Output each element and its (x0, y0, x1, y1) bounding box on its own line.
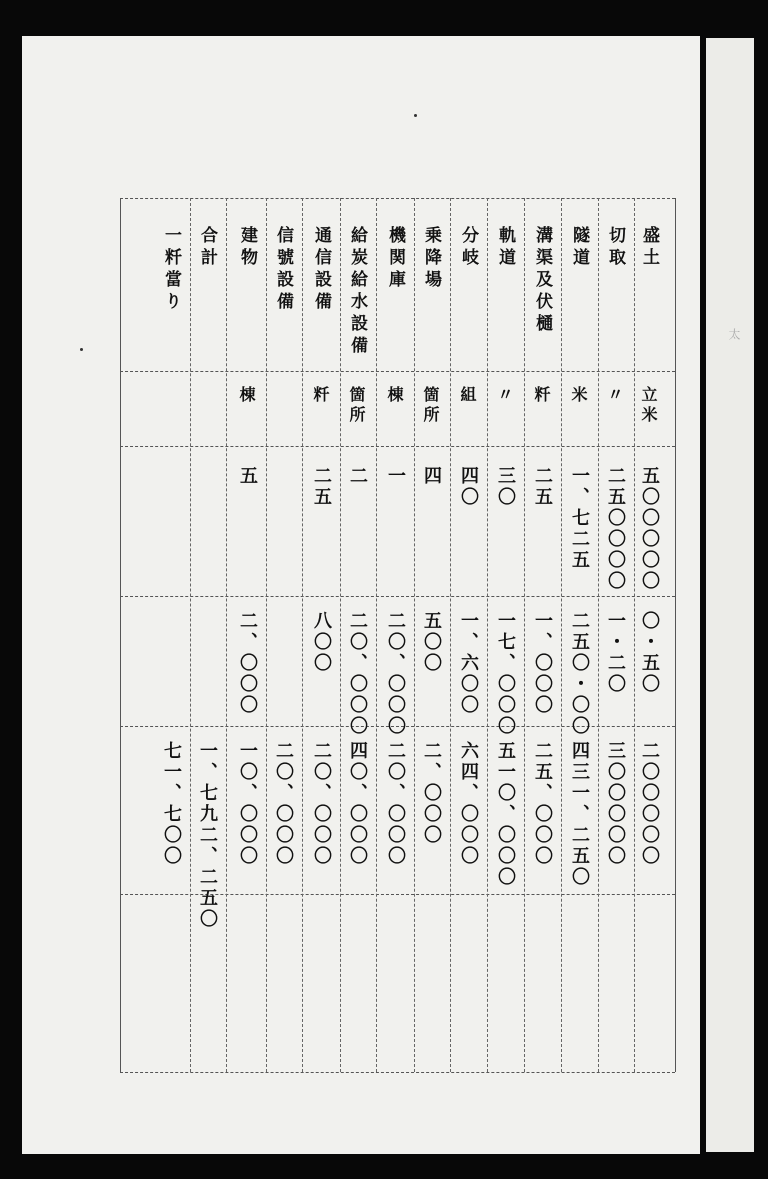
row-item: 機関庫 (385, 226, 405, 292)
row-unit: 米 (569, 386, 588, 406)
row-item: 合計 (197, 226, 217, 270)
row-unit: 箇所 (347, 386, 366, 426)
row-qty: 四〇 (458, 466, 479, 508)
row-qty: 二五〇〇〇〇 (605, 466, 626, 592)
row-qty: 四 (421, 466, 442, 487)
row-item: 給炭給水設備 (347, 226, 367, 358)
row-item: 軌道 (495, 226, 515, 270)
row-divider (414, 198, 415, 1072)
row-unit-price: 五〇〇 (421, 611, 442, 674)
row-divider (266, 198, 267, 1072)
row-unit-price: 一、〇〇〇 (532, 611, 553, 716)
row-unit: 〃 (495, 386, 514, 406)
row-qty: 二五 (532, 466, 553, 508)
qty-column-rule (120, 446, 675, 447)
row-unit-price: 二、〇〇〇 (237, 611, 258, 716)
row-item: 乗降場 (421, 226, 441, 292)
row-unit-price: 二〇、〇〇〇 (347, 611, 368, 737)
row-unit-price: 二五〇・〇〇 (569, 611, 590, 737)
row-qty: 五 (237, 466, 258, 487)
row-divider (340, 198, 341, 1072)
row-amount: 二、〇〇〇 (421, 741, 442, 846)
row-unit: 箇所 (421, 386, 440, 426)
row-item: 盛土 (639, 226, 659, 270)
row-divider (302, 198, 303, 1072)
row-unit-price: 八〇〇 (311, 611, 332, 674)
row-unit: 立米 (639, 386, 658, 426)
row-divider (487, 198, 488, 1072)
ink-speck-2 (80, 348, 83, 351)
row-divider (450, 198, 451, 1072)
table-top-rule (120, 198, 675, 199)
row-qty: 二五 (311, 466, 332, 508)
row-unit-price: 一七、〇〇〇 (495, 611, 516, 737)
row-amount: 二〇、〇〇〇 (311, 741, 332, 867)
row-unit: 〃 (605, 386, 624, 406)
row-divider (561, 198, 562, 1072)
row-unit-price: 二〇、〇〇〇 (385, 611, 406, 737)
price-column-rule (120, 596, 675, 597)
row-item: 溝渠及伏樋 (532, 226, 552, 336)
row-qty: 一 (385, 466, 406, 487)
row-divider (598, 198, 599, 1072)
row-qty: 三〇 (495, 466, 516, 508)
row-item: 切取 (605, 226, 625, 270)
row-amount: 二〇〇〇〇〇 (639, 741, 660, 867)
row-divider (524, 198, 525, 1072)
row-amount: 二〇、〇〇〇 (385, 741, 406, 867)
adjacent-page-strip (706, 38, 754, 1152)
row-divider (190, 198, 191, 1072)
row-unit-price: 〇・五〇 (639, 611, 660, 695)
row-unit: 組 (458, 386, 477, 406)
row-amount: 三〇〇〇〇〇 (605, 741, 626, 867)
table-bottom-rule (120, 1072, 675, 1073)
row-unit-price: 一、六〇〇 (458, 611, 479, 716)
row-amount: 二五、〇〇〇 (532, 741, 553, 867)
row-item: 建物 (237, 226, 257, 270)
table-left-rule (120, 198, 121, 1072)
row-item: 隧道 (569, 226, 589, 270)
row-amount: 五一〇、〇〇〇 (495, 741, 516, 888)
row-amount: 六四、〇〇〇 (458, 741, 479, 867)
row-unit: 粁 (311, 386, 330, 406)
row-item: 通信設備 (311, 226, 331, 314)
row-divider (634, 198, 635, 1072)
row-amount: 七一、七〇〇 (161, 741, 182, 867)
row-unit: 棟 (385, 386, 404, 406)
row-amount: 四〇、〇〇〇 (347, 741, 368, 867)
table-right-rule (675, 198, 676, 1072)
row-amount: 四三一、二五〇 (569, 741, 590, 888)
row-item: 一粁當り (161, 226, 181, 314)
row-divider (226, 198, 227, 1072)
adjacent-page-mark: 太 (727, 328, 741, 340)
row-amount: 一、七九二、二五〇 (197, 741, 218, 930)
row-unit: 粁 (532, 386, 551, 406)
row-qty: 二 (347, 466, 368, 487)
row-amount: 一〇、〇〇〇 (237, 741, 258, 867)
row-divider (376, 198, 377, 1072)
document-page (22, 36, 700, 1154)
unit-column-rule (120, 371, 675, 372)
row-amount: 二〇、〇〇〇 (273, 741, 294, 867)
row-unit: 棟 (237, 386, 256, 406)
row-qty: 五〇〇〇〇〇 (639, 466, 660, 592)
ink-speck (414, 114, 417, 117)
row-qty: 一、七二五 (569, 466, 590, 571)
row-unit-price: 一・二〇 (605, 611, 626, 695)
row-item: 信號設備 (273, 226, 293, 314)
row-item: 分岐 (458, 226, 478, 270)
